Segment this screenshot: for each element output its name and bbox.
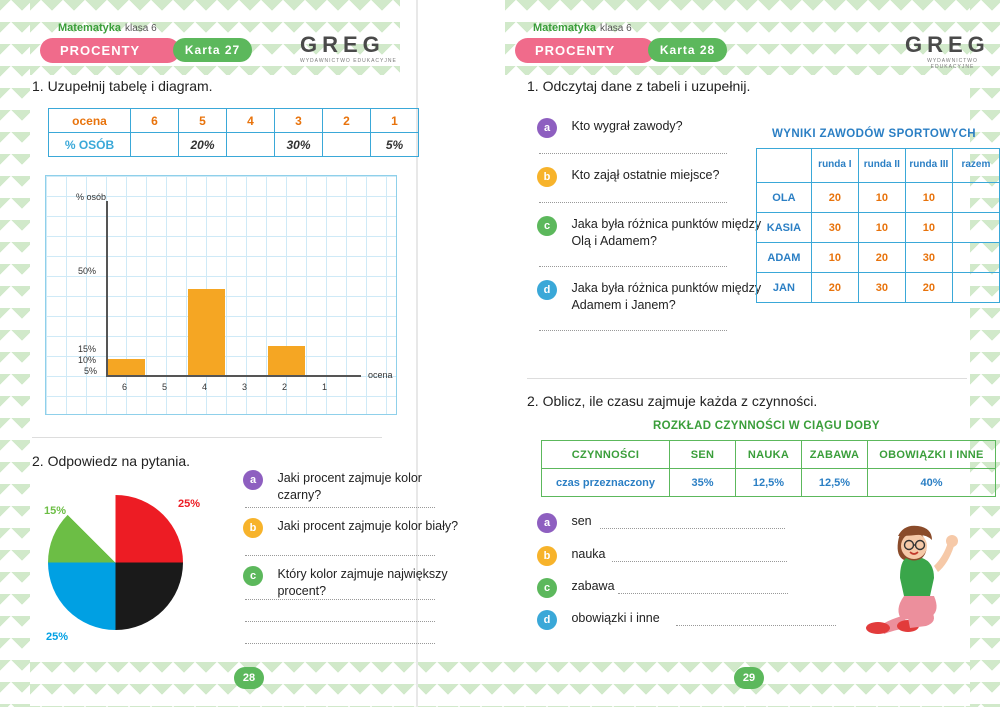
grade-cell: 5 <box>179 109 227 133</box>
left-task2-title: 2. Odpowiedz na pytania. <box>32 453 190 469</box>
chart-ytick: 10% <box>78 355 97 365</box>
table-row <box>757 243 1000 273</box>
bullet-d: d <box>537 280 557 300</box>
sport-cell: 20 <box>811 183 858 213</box>
question-text: Kto wygrał zawody? <box>571 119 683 133</box>
table-row <box>542 469 996 497</box>
sport-row-name: JAN <box>757 273 812 303</box>
right-task2-title: 2. Oblicz, ile czasu zajmuje każda z czynności. <box>527 393 818 409</box>
sport-col-1: runda I <box>811 149 858 183</box>
question-text: Jaki procent zajmuje kolor czarny? <box>277 471 422 502</box>
logo-sub-left: WYDAWNICTWO EDUKACYJNE <box>300 58 397 64</box>
bullet-c: c <box>243 566 263 586</box>
sport-table-title: WYNIKI ZAWODÓW SPORTOWYCH <box>772 128 977 140</box>
header-right <box>515 22 716 63</box>
logo-text-right: GREG <box>905 32 990 57</box>
table-row <box>49 133 419 157</box>
right-question-c <box>537 216 761 250</box>
subject-text: Matematyka <box>58 22 121 34</box>
grade-cell: 1 <box>371 109 419 133</box>
topic-pill-right <box>515 38 716 63</box>
chart-ytick: 50% <box>78 266 97 276</box>
answer-line[interactable] <box>539 330 727 331</box>
sport-cell: 10 <box>811 243 858 273</box>
bullet-a: a <box>537 118 557 138</box>
sport-cell: 20 <box>858 243 905 273</box>
sport-row-name: OLA <box>757 183 812 213</box>
pie-label-red: 25% <box>178 498 201 510</box>
right-question-a <box>537 118 683 138</box>
answer-line[interactable] <box>676 625 836 626</box>
sport-cell: 10 <box>858 213 905 243</box>
chart-xtick: 4 <box>202 382 208 392</box>
logo-text-left: GREG <box>300 32 385 57</box>
activity-label: nauka <box>571 547 606 561</box>
chart-bar <box>268 346 305 375</box>
sport-cell: 20 <box>905 273 952 303</box>
schedule-table-title: ROZKŁAD CZYNNOŚCI W CIĄGU DOBY <box>653 420 880 432</box>
answer-line[interactable] <box>618 593 788 594</box>
header-left <box>40 22 241 63</box>
sport-cell: 30 <box>858 273 905 303</box>
subject-label-right <box>533 22 655 34</box>
right-task1-title: 1. Odczytaj dane z tabeli i uzupełnij. <box>527 78 751 94</box>
schedule-cell: 35% <box>670 469 736 497</box>
sport-results-table <box>756 148 1000 303</box>
topic-pill-left <box>40 38 241 63</box>
percent-cell[interactable]: 20% <box>179 133 227 157</box>
grade-cell: 2 <box>323 109 371 133</box>
bullet-c: c <box>537 578 557 598</box>
percent-row-label: % OSÓB <box>49 133 131 157</box>
sport-cell-total[interactable] <box>952 183 999 213</box>
sport-cell-total[interactable] <box>952 213 999 243</box>
grade-cell: 3 <box>275 109 323 133</box>
activity-label: obowiązki i inne <box>571 611 660 625</box>
chart-ylabel: % osób <box>76 192 107 202</box>
sport-cell: 10 <box>905 213 952 243</box>
sport-cell: 10 <box>858 183 905 213</box>
schedule-col-1: SEN <box>670 441 736 469</box>
answer-line[interactable] <box>245 621 435 622</box>
percent-cell[interactable] <box>131 133 179 157</box>
page-spine <box>416 0 418 707</box>
chart-xlabel: ocena <box>368 370 393 380</box>
question-text: Kto zajął ostatnie miejsce? <box>571 168 720 182</box>
answer-line[interactable] <box>600 528 785 529</box>
right-question-d <box>537 280 761 314</box>
topic-label-right: PROCENTY <box>535 43 616 58</box>
bullet-a: a <box>537 513 557 533</box>
chart-ytick: 5% <box>84 366 98 376</box>
activity-label: sen <box>571 514 592 528</box>
right-question-b <box>537 167 719 187</box>
pie-label-green: 15% <box>44 505 67 517</box>
percent-cell[interactable] <box>323 133 371 157</box>
subject-label <box>58 22 180 34</box>
subject-text-right: Matematyka <box>533 22 596 34</box>
schedule-col-2: NAUKA <box>736 441 802 469</box>
decorative-band-left <box>0 0 30 707</box>
grade-cell: 6 <box>131 109 179 133</box>
pie-label-blue: 25% <box>46 631 69 643</box>
left-question-a <box>243 470 467 504</box>
card-badge-right: Karta 28 <box>648 38 727 62</box>
schedule-col-3: ZABAWA <box>802 441 868 469</box>
sport-row-name: KASIA <box>757 213 812 243</box>
chart-xtick: 2 <box>282 382 288 392</box>
activity-item-b <box>537 546 606 566</box>
sport-row-name: ADAM <box>757 243 812 273</box>
answer-line[interactable] <box>245 555 435 556</box>
bullet-b: b <box>243 518 263 538</box>
table-row <box>757 213 1000 243</box>
schedule-cell: 12,5% <box>802 469 868 497</box>
chart-bar <box>188 289 225 375</box>
decorative-band-right <box>970 0 1000 707</box>
chart-bar <box>108 359 145 375</box>
grade-cell: 4 <box>227 109 275 133</box>
chart-ytick: 15% <box>78 344 97 354</box>
sport-cell: 20 <box>811 273 858 303</box>
percent-cell[interactable] <box>227 133 275 157</box>
schedule-row-label: czas przeznaczony <box>542 469 670 497</box>
left-question-b <box>243 518 458 538</box>
sport-col-3: runda III <box>905 149 952 183</box>
chart-xtick: 5 <box>162 382 168 392</box>
pie-chart <box>48 495 183 630</box>
bullet-b: b <box>537 546 557 566</box>
girl-illustration <box>862 512 972 637</box>
schedule-col-0: CZYNNOŚCI <box>542 441 670 469</box>
question-text: Jaki procent zajmuje kolor biały? <box>277 519 459 533</box>
percent-cell[interactable]: 30% <box>275 133 323 157</box>
grade-text: klasa 6 <box>124 23 157 34</box>
bullet-d: d <box>537 610 557 630</box>
answer-line[interactable] <box>245 599 435 600</box>
sport-cell-total[interactable] <box>952 243 999 273</box>
sport-cell: 30 <box>811 213 858 243</box>
sport-cell: 30 <box>905 243 952 273</box>
chart-xtick: 6 <box>122 382 128 392</box>
grade-text-right: klasa 6 <box>599 23 632 34</box>
decorative-band-bottom <box>30 662 970 707</box>
chart-xtick: 1 <box>322 382 328 392</box>
sport-col-2: runda II <box>858 149 905 183</box>
schedule-cell: 40% <box>868 469 996 497</box>
left-task1-title: 1. Uzupełnij tabelę i diagram. <box>32 78 213 94</box>
topic-label-left: PROCENTY <box>60 43 141 58</box>
activity-item-c <box>537 578 615 598</box>
grades-row-label: ocena <box>49 109 131 133</box>
question-text: Który kolor zajmuje największy procent? <box>277 567 448 598</box>
right-divider <box>527 378 967 379</box>
grades-table <box>48 108 419 157</box>
answer-line[interactable] <box>612 561 787 562</box>
answer-line[interactable] <box>539 266 727 267</box>
activity-label: zabawa <box>571 579 615 593</box>
left-question-c <box>243 566 467 600</box>
question-text: Jaka była różnica punktów między Olą i Adamem? <box>571 217 762 248</box>
table-row <box>757 183 1000 213</box>
page-number-left: 28 <box>234 667 264 689</box>
chart-y-axis <box>106 201 108 376</box>
answer-line[interactable] <box>539 202 727 203</box>
chart-x-axis <box>106 375 361 377</box>
percent-cell[interactable]: 5% <box>371 133 419 157</box>
schedule-col-4: OBOWIĄZKI I INNE <box>868 441 996 469</box>
table-row <box>49 109 419 133</box>
answer-line[interactable] <box>245 643 435 644</box>
page-number-right: 29 <box>734 667 764 689</box>
logo-right <box>905 32 1000 70</box>
answer-line[interactable] <box>245 507 435 508</box>
bullet-a: a <box>243 470 263 490</box>
sport-col-0 <box>757 149 812 183</box>
left-divider <box>32 437 382 438</box>
table-header-row <box>757 149 1000 183</box>
schedule-cell: 12,5% <box>736 469 802 497</box>
bullet-c: c <box>537 216 557 236</box>
sport-col-4: razem <box>952 149 999 183</box>
schedule-table <box>541 440 996 497</box>
table-header-row <box>542 441 996 469</box>
activity-item-a <box>537 513 592 533</box>
question-text: Jaka była różnica punktów między Adamem i Janem? <box>571 281 762 312</box>
card-badge-left: Karta 27 <box>173 38 252 62</box>
answer-line[interactable] <box>539 153 727 154</box>
sport-cell-total[interactable] <box>952 273 999 303</box>
logo-sub-right: WYDAWNICTWO EDUKACYJNE <box>927 58 978 70</box>
bullet-b: b <box>537 167 557 187</box>
logo-left <box>300 32 397 64</box>
activity-item-d <box>537 610 660 630</box>
sport-cell: 10 <box>905 183 952 213</box>
chart-xtick: 3 <box>242 382 248 392</box>
bar-chart <box>45 175 397 415</box>
table-row <box>757 273 1000 303</box>
